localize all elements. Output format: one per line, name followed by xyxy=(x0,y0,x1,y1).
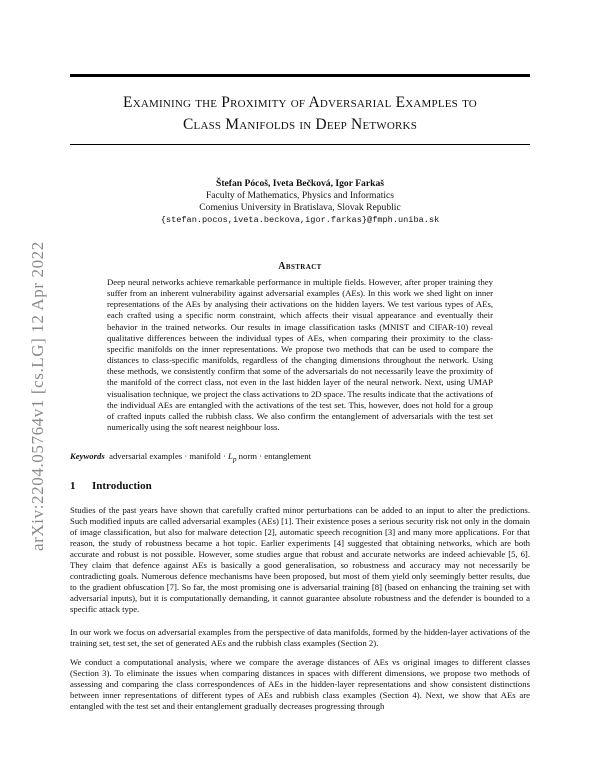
arxiv-identifier-stamp: arXiv:2204.05764v1 [cs.LG] 12 Apr 2022 xyxy=(28,241,47,551)
title-rule-top xyxy=(70,74,530,77)
affiliation-line-1: Faculty of Mathematics, Physics and Informatics xyxy=(205,190,395,201)
author-names: Štefan Pócoš, Iveta Bečková, Igor Farkaš xyxy=(216,178,384,189)
abstract-text: Deep neural networks achieve remarkable performance in multiple fields. However, after proper training they suffer from an inherent vulnerability against adversarial examples (AEs). In this work we shed light on inner representations of the AEs by analysing their activations on the hidden layers. We test various types of AEs, each crafted using a specific norm constraint, which affects their visual appearance and eventually their behavior in the trained networks. Our results in image classification tasks (MNIST and CIFAR-10) reveal qualitative differences between the individual types of AEs, when comparing their proximity to the class-specific manifolds on the inner representations. We propose two methods that can be used to compare the distances to class-specific manifolds, regardless of the changing dimensions throughout the network. Using these methods, we consistently confirm that some of the adversarials do not necessarily leave the proximity of the manifold of the correct class, not even in the last hidden layer of the neural network. Next, using UMAP visualisation technique, we project the class activations to 2D space. The results indicate that the activations of the individual AEs are entangled with the activations of the test set. This, however, does not hold for a group of crafted inputs called the rubbish class. We also confirm the entanglement of adversarials with the test set numerically using the soft nearest neighbour loss. xyxy=(107,277,493,433)
intro-paragraph-2: In our work we focus on adversarial examples from the perspective of data manifolds, formed by the hidden-layer activations of the training set, test set, the set of generated AEs and the rubbish class examples (Section 2). xyxy=(70,627,530,649)
affiliation-line-2: Comenius University in Bratislava, Slovak Republic xyxy=(199,202,401,213)
keywords-label: Keywords xyxy=(70,451,105,461)
title-line-2: Class Manifolds in Deep Networks xyxy=(182,116,418,133)
keywords-part-1: adversarial examples · manifold · xyxy=(109,451,229,461)
paper-title xyxy=(70,92,530,136)
keywords-p-subscript: p xyxy=(232,455,237,464)
section-title: Introduction xyxy=(92,480,152,492)
keywords-part-2: norm · entanglement xyxy=(236,451,312,461)
title-line-1: Examining the Proximity of Adversarial Examples to xyxy=(123,94,477,111)
title-rule-bottom xyxy=(70,144,530,145)
keywords-lp-symbol: L xyxy=(228,451,233,461)
section-heading xyxy=(70,480,152,492)
keywords-line xyxy=(70,451,530,466)
author-emails: {stefan.pocos,iveta.beckova,igor.farkas}@fmph.uniba.sk xyxy=(160,215,440,225)
abstract-heading: Abstract xyxy=(278,261,322,272)
intro-paragraph-3: We conduct a computational analysis, where we compare the average distances of AEs vs original images to different classes (Section 3). To eliminate the issues when comparing distances in spaces with different dimensions, we propose two methods of assessing and comparing the class correspondences of AEs in the hidden-layer representations and show consistent distinctions between inner representations of different types of AEs and rubbish class examples (Section 4). Next, we show that AEs are entangled with the test set and their entanglement gradually decreases progressing through xyxy=(70,657,530,712)
section-number: 1 xyxy=(70,480,76,492)
author-block xyxy=(70,178,530,226)
intro-paragraph-1: Studies of the past years have shown that carefully crafted minor perturbations can be added to an input to alter the predictions. Such modified inputs are called adversarial examples (AEs) [1]. Their existence poses a serious security risk not only in the domain of image classification, but also for malware detection [2], automatic speech recognition [3] and many more applications. For that reason, the study of robustness became a hot topic. Earlier experiments [4] suggested that obtaining networks, which are both accurate and robust is not possible. However, some studies argue that robust and accurate networks are indeed achievable [5, 6]. They claim that defence against AEs is basically a good generalisation, so robustness and accuracy may not necessarily be contradicting goals. Numerous defence mechanisms have been proposed, but most of them yield only seemingly better results, due to the gradient obfuscation [7]. So far, the most promising one is adversarial training [8] (based on enhancing the training set with adversarial inputs), but it is computationally demanding, it cannot guarantee absolute robustness and the defender is bounded to a specific attack type. xyxy=(70,505,530,615)
